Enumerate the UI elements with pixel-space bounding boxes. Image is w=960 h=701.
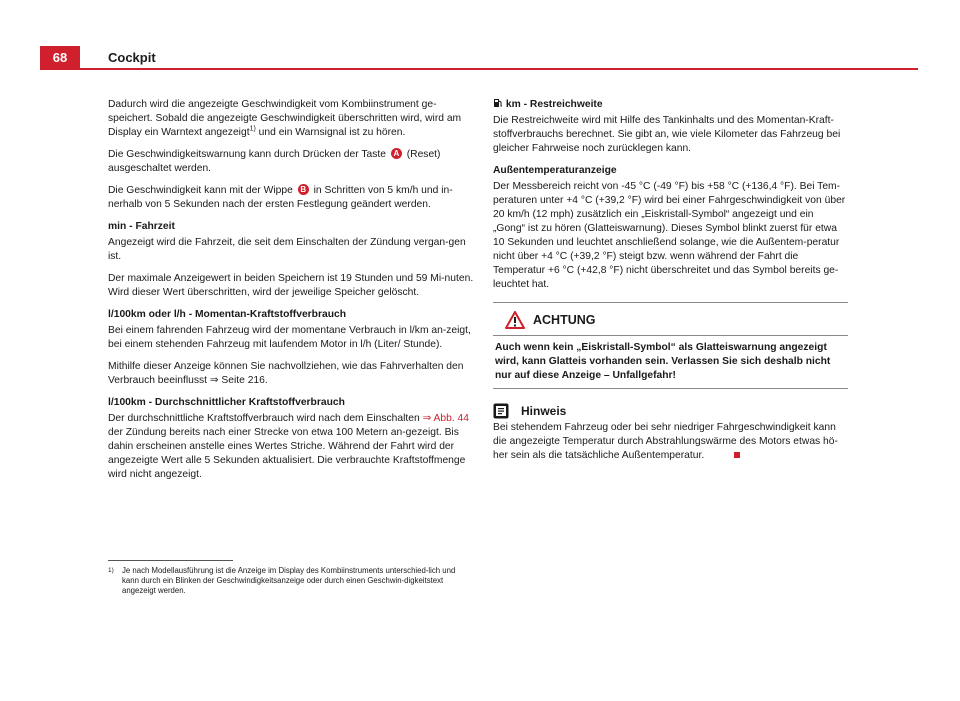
- footnote-mark: 1): [108, 567, 114, 574]
- text: (Reset) ausgeschaltet werden.: [108, 149, 441, 174]
- paragraph-aussentemperatur: Der Messbereich reicht von -45 °C (-49 °F) bis +58 °C (+136,4 °F). Bei Tem-peraturen unter +4 °C (+39,2 °F) wird bei einer Fahrgeschwindigkeit von über 20 km/h (12 mph) zusätzlich ein „Eiskristall-Symbol“ angezeigt und ein „Gong“ ist zu hören (Glatteiswarnung). Dieses Symbol blinkt zuerst für etwa 10 Sekunden und leuchtet anschließend solange, wie die Außentem-peratur nicht über +4 °C (+39,2 °F) steigt bzw. wenn während der Fahrt die Temperatur +6 °C (+42,8 °F) nicht überschreitet und das Symbol bereits ge-leuchtet hat.: [493, 181, 846, 290]
- warning-triangle-icon: [505, 311, 525, 329]
- hint-title: Hinweis: [521, 404, 567, 418]
- chapter-title: Cockpit: [108, 50, 156, 65]
- text: und ein Warnsignal ist zu hören.: [255, 127, 406, 138]
- key-b-badge: B: [298, 184, 309, 195]
- text: Bei stehendem Fahrzeug oder bei sehr niedriger Fahrgeschwindigkeit kann die angezeigte Temperatur durch Abstrahlungswärme des Motors etwas hö-her sein als die tatsächliche Außentemperatur.: [493, 422, 838, 461]
- footnote-ref[interactable]: 1): [249, 125, 256, 133]
- footnote: [108, 566, 468, 596]
- warning-header: [493, 303, 848, 336]
- heading-durchschnitt: l/100km - Durchschnittlicher Kraftstoffverbrauch: [108, 397, 345, 408]
- figure-link[interactable]: ⇒ Abb. 44: [422, 413, 470, 424]
- paragraph-momentan: Bei einem fahrenden Fahrzeug wird der momentane Verbrauch in l/km an-zeigt, bei einem stehenden Fahrzeug mit laufendem Motor in l/h (Liter/ Stunde).: [108, 325, 471, 350]
- heading-restreichweite: [493, 98, 848, 112]
- hint-text: [493, 421, 848, 463]
- text: Der durchschnittliche Kraftstoffverbrauch wird nach dem Einschalten: [108, 413, 423, 424]
- text: Die Geschwindigkeitswarnung kann durch Drücken der Taste: [108, 149, 389, 160]
- paragraph-reset: [108, 148, 480, 176]
- text: km - Restreichweite: [505, 99, 603, 110]
- paragraph-speed-stored: [108, 98, 480, 140]
- text: in Schritten von 5 km/h und in-nerhalb von 5 Sekunden nach der ersten Festlegung geändert werden.: [108, 185, 453, 210]
- right-column: [493, 98, 848, 463]
- section-end-marker: [734, 452, 740, 458]
- key-a-badge: A: [391, 148, 402, 159]
- left-column: [108, 98, 480, 490]
- heading-momentan: l/100km oder l/h - Momentan-Kraftstoffverbrauch: [108, 309, 347, 320]
- footnote-text: Je nach Modellausführung ist die Anzeige im Display des Kombiinstruments unterschied-lich und kann durch ein Blinken der Geschwindigkeitsanzeige oder durch einen Geschwin-digkeitstext angezeigt werden.: [122, 566, 456, 595]
- info-note-icon: [493, 403, 509, 419]
- page-number: 68: [40, 46, 80, 68]
- warning-box: [493, 302, 848, 389]
- fuel-pump-icon: [493, 98, 503, 108]
- paragraph-fahrzeit: Angezeigt wird die Fahrzeit, die seit dem Einschalten der Zündung vergan-gen ist.: [108, 237, 466, 262]
- text: Die Geschwindigkeit kann mit der Wippe: [108, 185, 296, 196]
- footnote-divider: [108, 560, 233, 561]
- paragraph-rocker: [108, 184, 480, 212]
- paragraph-max-value: Der maximale Anzeigewert in beiden Speichern ist 19 Stunden und 59 Mi-nuten. Wird dieser Wert überschritten, wird der jeweilige Speicher gelöscht.: [108, 273, 474, 298]
- page-header: [40, 46, 918, 70]
- paragraph-mithilfe: Mithilfe dieser Anzeige können Sie nachvollziehen, wie das Fahrverhalten den Verbrauch beeinflusst ⇒ Seite 216.: [108, 361, 464, 386]
- warning-title: ACHTUNG: [533, 313, 596, 327]
- hint-header: [493, 403, 848, 419]
- text: Dadurch wird die angezeigte Geschwindigkeit vom Kombiinstrument ge-speichert. Sobald die angezeigte Geschwindigkeit überschritten wird, wird am Display ein Warntext angezeigt: [108, 99, 462, 138]
- paragraph-durchschnitt: [108, 412, 480, 482]
- heading-fahrzeit: min - Fahrzeit: [108, 221, 175, 232]
- warning-text: Auch wenn kein „Eiskristall-Symbol“ als Glatteiswarnung angezeigt wird, kann Glatteis vorhanden sein. Verlassen Sie sich deshalb nicht nur auf diese Anzeige – Unfallgefahr!: [495, 342, 831, 381]
- paragraph-restreichweite: Die Restreichweite wird mit Hilfe des Tankinhalts und des Momentan-Kraft-stoffverbrauchs berechnet. Sie gibt an, wie viele Kilometer das Fahrzeug bei gleicher Fahrweise noch zurücklegen kann.: [493, 115, 841, 154]
- text: der Zündung bereits nach einer Strecke von etwa 100 Metern an-gezeigt. Bis dahin erscheinen anstelle eines Wertes Striche. Während der Fahrt wird der angezeigte Wert alle 5 Sekunden aktualisiert. Die verbrauchte Kraftstoffmenge wird nicht angezeigt.: [108, 427, 466, 480]
- heading-aussentemperatur: Außentemperaturanzeige: [493, 165, 617, 176]
